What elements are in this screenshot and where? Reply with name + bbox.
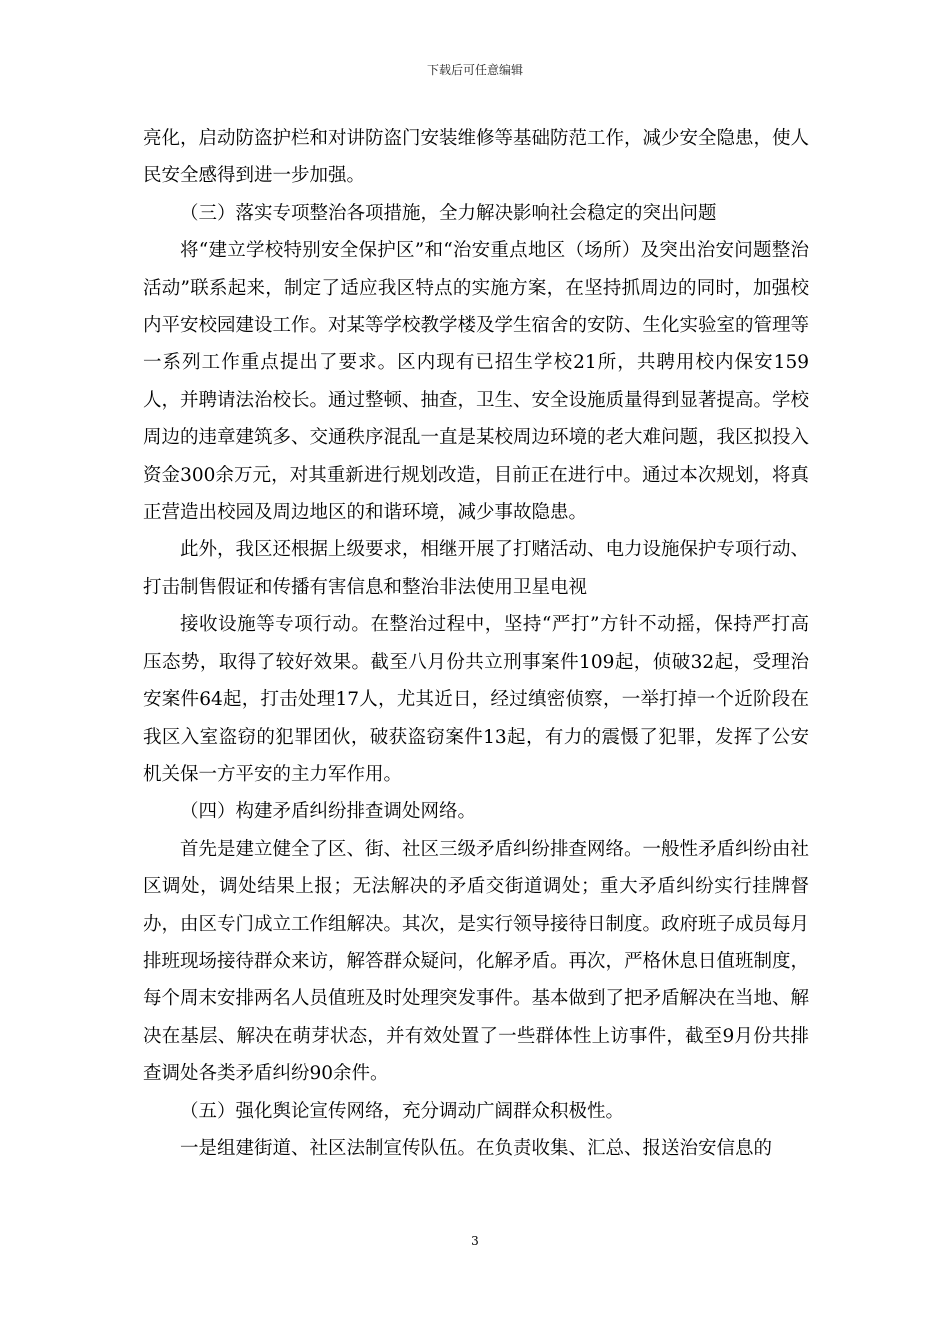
paragraph-publicity-team: 一是组建街道、社区法制宣传队伍。在负责收集、汇总、报送治安信息的 — [180, 1137, 773, 1159]
paragraph-school-safety: 将“建立学校特别安全保护区”和“治安重点地区（场所）及突出治安问题整治活动”联系起来，制定了适应我区特点的实施方案，在坚持抓周边的同时，加强校内平安校园建设工作。对某等学校教学楼及学生宿舍的安防、生化实验室的管理等一系列工作重点提出了要求。区内现有已招生学校21所，共聘用校内保安159人，并聘请法治校长。通过整顿、抽查，卫生、安全设施质量得到显著提高。学校周边的违章建筑多、交通秩序混乱一直是某校周边环境的老大难问题，我区拟投入资金300余万元，对其重新进行规划改造，目前正在进行中。通过本次规划，将真正营造出校园及周边地区的和谐环境，减少事故隐患。 — [143, 240, 810, 524]
paragraph-dispute-network: 首先是建立健全了区、街、社区三级矛盾纠纷排查网络。一般性矛盾纠纷由社区调处，调处结果上报；无法解决的矛盾交街道调处；重大矛盾纠纷实行挂牌督办，由区专门成立工作组解决。其次，是实行领导接待日制度。政府班子成员每月排班现场接待群众来访，解答群众疑问，化解矛盾。再次，严格休息日值班制度，每个周末安排两名人员值班及时处理突发事件。基本做到了把矛盾解决在当地、解决在基层、解决在萌芽状态，并有效处置了一些群体性上访事件，截至9月份共排查调处各类矛盾纠纷90余件。 — [143, 838, 810, 1085]
paragraph-special-actions: 此外，我区还根据上级要求，相继开展了打赌活动、电力设施保护专项行动、打击制售假证和传播有害信息和整治非法使用卫星电视 — [143, 539, 810, 598]
page-header: 下载后可任意编辑 — [426, 63, 523, 77]
paragraph-1: 亮化，启动防盗护栏和对讲防盗门安装维修等基础防范工作，减少安全隐患，使人民安全感得到进一步加强。 — [143, 128, 810, 187]
document-body — [143, 120, 809, 1167]
section-heading-4: （四）构建矛盾纠纷排查调处网络。 — [180, 801, 477, 823]
paragraph-strike-hard: 接收设施等专项行动。在整治过程中，坚持“严打”方针不动摇，保持严打高压态势，取得了较好效果。截至八月份共立刑事案件109起，侦破32起，受理治安案件64起，打击处理17人，尤其近日，经过缜密侦察，一举打掉一个近阶段在我区入室盗窃的犯罪团伙，破获盗窃案件13起，有力的震慑了犯罪，发挥了公安机关保一方平安的主力军作用。 — [143, 614, 809, 785]
section-heading-5: （五）强化舆论宣传网络，充分调动广阔群众积极性。 — [180, 1100, 625, 1122]
page-number: 3 — [471, 1234, 479, 1248]
section-heading-3: （三）落实专项整治各项措施，全力解决影响社会稳定的突出问题 — [180, 202, 717, 224]
